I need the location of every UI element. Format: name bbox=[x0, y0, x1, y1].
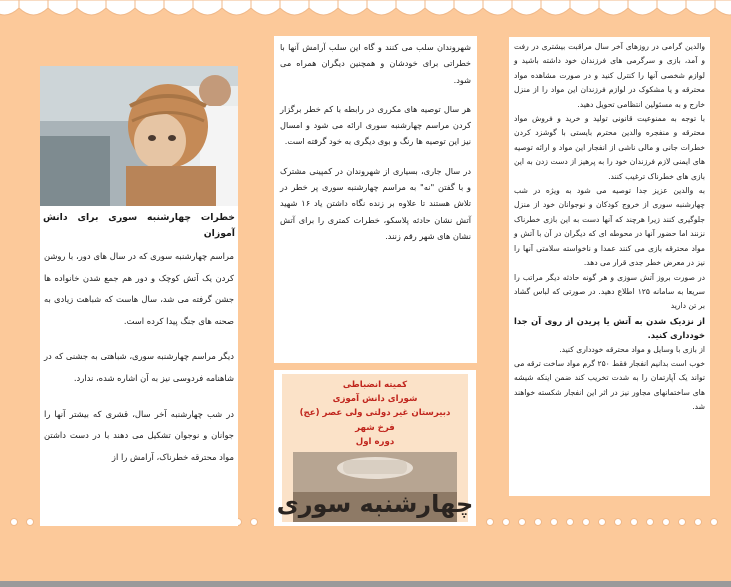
scallop-segment bbox=[338, 0, 367, 15]
decor-dot bbox=[631, 519, 638, 526]
banner-line: فرخ شهر bbox=[355, 422, 395, 433]
decor-dot bbox=[11, 519, 18, 526]
banner-line: دبیرستان غیر دولتی ولی عصر (عج) bbox=[299, 408, 451, 419]
decor-dot bbox=[711, 519, 718, 526]
scallop-segment bbox=[251, 0, 280, 15]
banner-line: شورای دانش آموزی bbox=[332, 394, 418, 405]
school-banner bbox=[274, 370, 476, 526]
scalloped-border-top bbox=[0, 0, 731, 28]
middle-paragraph: هر سال توصیه های مکرری در رابطه با کم خطر برگزار کردن مراسم چهارشنبه سوری ارائه می شود و امسال نیز این توصیه ها رنگ و بوی دیگری به خود گرفته است. bbox=[280, 103, 471, 147]
decor-dot bbox=[647, 519, 654, 526]
banner-panel bbox=[276, 374, 474, 522]
right-paragraph: والدین گرامی در روزهای آخر سال مراقبت بیشتری در رفت و آمد، بازی و سرگرمی های فرزندان خود داشته باشید و لوازم شخصی آنها را کنترل کنید و در صورت مشاهده مواد محترقه و یا مشکوک در لوازم فرزندان این مواد را از منزل خارج و به مسئولین انتظامی تحویل دهید. bbox=[514, 42, 705, 109]
article-body bbox=[40, 246, 238, 468]
right-paragraph: از بازی با وسایل و مواد محترقه خودداری کنید. bbox=[559, 344, 705, 354]
scallop-segment bbox=[222, 0, 251, 15]
scallop-segment bbox=[77, 0, 106, 15]
decor-dot bbox=[251, 519, 258, 526]
injured-child-photo bbox=[40, 66, 238, 206]
scallop-segment bbox=[396, 0, 425, 15]
scallop-segment bbox=[454, 0, 483, 15]
right-paragraph: در صورت بروز آتش سوزی و هر گونه حادثه دیگر مراتب را سریعا به سامانه ۱۲۵ اطلاع دهید. در صورتی که لباس گشاد بر تن دارید bbox=[514, 272, 706, 311]
decor-dot bbox=[551, 519, 558, 526]
article-title: خطرات چهارشنبه سوری برای دانش آموزان bbox=[43, 212, 235, 239]
left-column bbox=[40, 66, 238, 526]
right-column bbox=[509, 37, 710, 496]
right-paragraph: خوب است بدانیم انفجار فقط ۲۵۰ گرم مواد ساخت ترقه می تواند یک آپارتمان را به شدت تخریب کند ضمن اینکه شیشه های ساختمانهای مجاور نیز در اثر این انفجار شکسته خواهند شد. bbox=[514, 358, 705, 412]
scallop-segment bbox=[164, 0, 193, 15]
banner-line: کمیته انضباطی bbox=[342, 380, 408, 390]
decor-dot bbox=[567, 519, 574, 526]
scallop-segment bbox=[570, 0, 599, 15]
decor-dot bbox=[487, 519, 494, 526]
middle-paragraph: شهروندان سلب می کنند و گاه این سلب آرامش آنها با خطراتی برای خودشان و همچنین دیگران همراه می شود. bbox=[280, 42, 471, 85]
right-paragraph-bold: از نزدیک شدن به آتش یا پریدن از روی آن جدا خودداری کنید. bbox=[514, 315, 705, 341]
scallop-segment bbox=[483, 0, 512, 15]
scallop-segment bbox=[541, 0, 570, 15]
scallop-segment bbox=[425, 0, 454, 15]
scallop-segment bbox=[19, 0, 48, 15]
scallop-segment bbox=[512, 0, 541, 15]
decor-dot bbox=[679, 519, 686, 526]
right-paragraph: به والدین عزیز جدا توصیه می شود به ویژه در شب چهارشنبه سوری از خروج کودکان و نوجوانان خود از منزل جلوگیری کنند زیرا هرچند که آنها دست به این بازی خطرناک نزنند اما حضور آنها در محوطه ای که دیگران در آن با آتش و مواد محترقه بازی می کنند عمدا و ناخواسته سلامتی آنها را نیز در معرض خطر جدی قرار می دهد. bbox=[514, 186, 705, 268]
decor-dot bbox=[695, 519, 702, 526]
scallop-segment bbox=[280, 0, 309, 15]
middle-paragraph: در سال جاری، بسیاری از شهروندان در کمپینی مشترک و با گفتن "نه" به مراسم چهارشنبه سوری پر خطر در تلاش هستند تا علاوه بر زنده نگاه داشتن یاد ۱۶ شهید آتش نشان حادثه پلاسکو، خطرات کمتری را برای آتش نشان های شهر رقم زنند. bbox=[280, 165, 471, 241]
left-paragraph: مراسم چهارشنبه سوری که در سال های دور، با روشن کردن یک آتش کوچک و دور هم جمع شدن خانواده ها جشن گرفته می شد، سال هاست که شباهت زیادی به صحنه های جنگ پیدا کرده است. bbox=[44, 251, 234, 326]
decor-dot bbox=[535, 519, 542, 526]
scallop-segment bbox=[599, 0, 628, 15]
scallop-segment bbox=[657, 0, 686, 15]
middle-column bbox=[274, 36, 477, 363]
decor-dot bbox=[27, 519, 34, 526]
banner-line: دوره اول bbox=[355, 436, 395, 447]
scallop-segment bbox=[715, 0, 731, 15]
scallop-segment bbox=[628, 0, 657, 15]
scallop-segment bbox=[367, 0, 396, 15]
decor-dot bbox=[615, 519, 622, 526]
banner-text bbox=[282, 378, 468, 449]
right-paragraph: با توجه به ممنوعیت قانونی تولید و خرید و فروش مواد محترقه و منفجره والدین محترم بایستی با گوشزد کردن خطرات جانی و مالی ناشی از انفجار این مواد و ارائه توصیه های ایمنی لازم فرزندان خود را به پرهیز از دست زدن به این بازی های خطرناک ترغیب کنند. bbox=[514, 114, 705, 181]
decor-dot bbox=[519, 519, 526, 526]
left-paragraph: در شب چهارشنبه آخر سال، قشری که بیشتر آنها را جوانان و نوجوان تشکیل می دهند با در دست داشتن مواد محترقه خطرناک، آرامش را از bbox=[44, 408, 234, 462]
svg-text:چهارشنبه سوری: چهارشنبه سوری bbox=[276, 490, 474, 518]
decor-dot bbox=[583, 519, 590, 526]
scallop-segment bbox=[0, 0, 19, 15]
decor-dot bbox=[663, 519, 670, 526]
scallop-segment bbox=[135, 0, 164, 15]
scallop-segment bbox=[48, 0, 77, 15]
scallop-segment bbox=[686, 0, 715, 15]
scallop-segment bbox=[309, 0, 338, 15]
decor-dot bbox=[503, 519, 510, 526]
scallop-segment bbox=[193, 0, 222, 15]
left-paragraph: دیگر مراسم چهارشنبه سوری، شباهتی به جشنی که در شاهنامه فردوسی نیز به آن اشاره شده، ندارد. bbox=[44, 351, 234, 383]
scallop-segment bbox=[106, 0, 135, 15]
bottom-bar bbox=[0, 581, 731, 587]
chaharshanbe-suri-graphic bbox=[276, 452, 474, 522]
decor-dot bbox=[599, 519, 606, 526]
